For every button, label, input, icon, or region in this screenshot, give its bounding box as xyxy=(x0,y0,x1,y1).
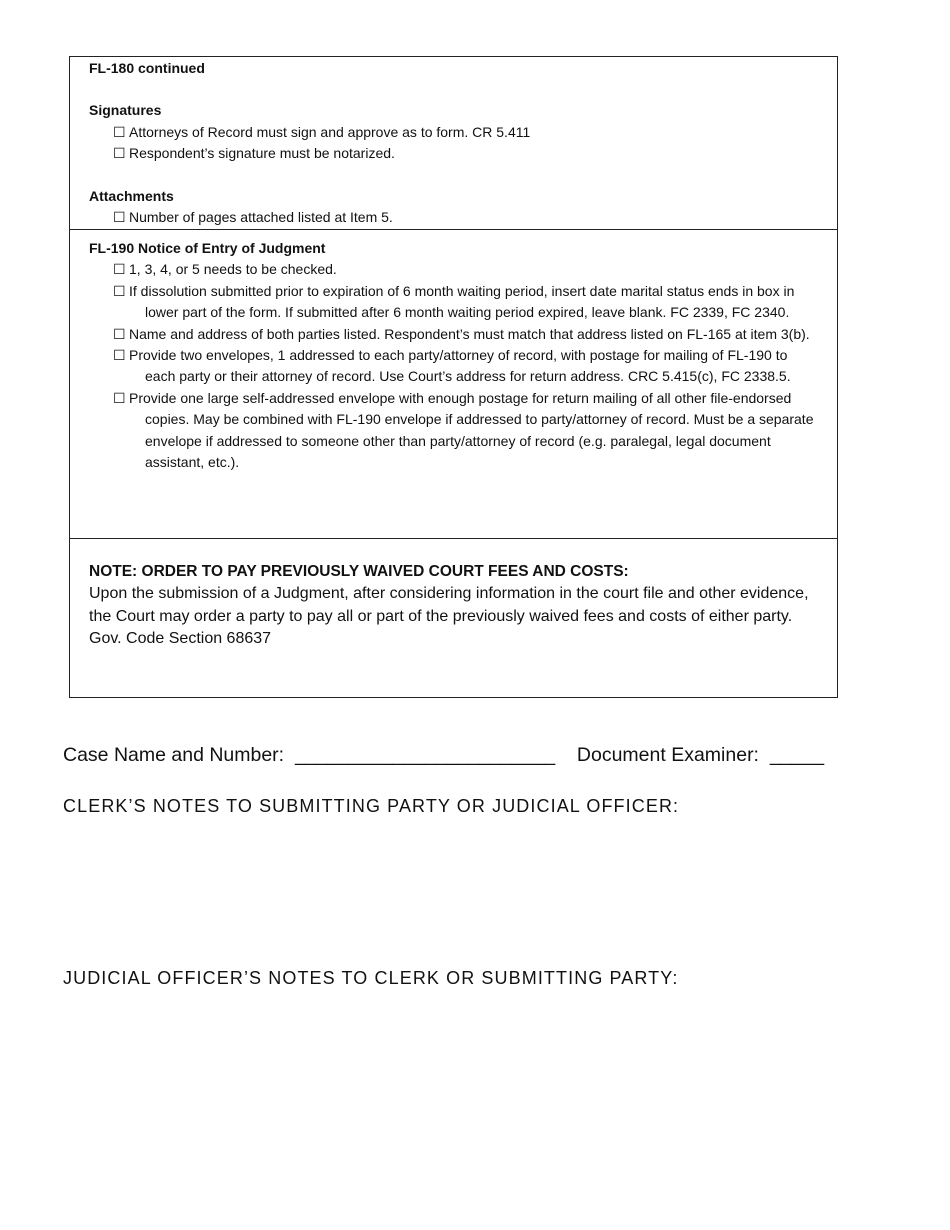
fl180-heading: FL-180 continued xyxy=(89,60,205,76)
case-name-label: Case Name and Number: xyxy=(63,744,285,766)
note-section xyxy=(70,538,837,698)
attachments-heading: Attachments xyxy=(89,187,174,204)
checklist-form-box xyxy=(69,56,838,698)
checkbox[interactable]: ☐ xyxy=(113,389,126,406)
checklist-item-text: Provide one large self-addressed envelope with enough postage for return mailing of all other file-endorsed copies. May be combined with FL-190 envelope if addressed to party/attorney of record. Must be a separate envelope if addressed to someone other than party/attorney of record (e.g. paralegal, legal document assistant, etc.). xyxy=(129,389,814,471)
judicial-notes-heading: JUDICIAL OFFICER’S NOTES TO CLERK OR SUBMITTING PARTY: xyxy=(63,968,679,988)
case-name-field[interactable]: ________________________ xyxy=(294,744,556,766)
fl190-section xyxy=(70,229,837,538)
document-examiner-field[interactable]: _____ xyxy=(769,744,825,766)
checklist-item-text: Provide two envelopes, 1 addressed to each party/attorney of record, with postage for mailing of FL-190 to each party or their attorney of record. Use Court’s address for return address. CRC 5.415(c), FC 2338.5. xyxy=(129,347,791,385)
checklist-item-text: Respondent’s signature must be notarized. xyxy=(129,145,395,162)
document-examiner-label: Document Examiner: xyxy=(576,744,759,766)
fl190-heading: FL-190 Notice of Entry of Judgment xyxy=(89,240,326,256)
checklist-item xyxy=(89,388,818,474)
checklist-item-text: Attorneys of Record must sign and approve as to form. CR 5.411 xyxy=(129,123,531,140)
checkbox[interactable]: ☐ xyxy=(113,347,126,364)
checkbox[interactable]: ☐ xyxy=(113,145,126,162)
checklist-item xyxy=(89,207,818,228)
checkbox[interactable]: ☐ xyxy=(113,209,126,226)
checkbox[interactable]: ☐ xyxy=(113,261,126,278)
note-heading: NOTE: ORDER TO PAY PREVIOUSLY WAIVED COURT FEES AND COSTS: xyxy=(89,563,629,580)
checklist-item xyxy=(89,345,818,388)
checklist-item xyxy=(89,281,818,324)
checklist-item-text: If dissolution submitted prior to expiration of 6 month waiting period, insert date marital status ends in box in lower part of the form. If submitted after 6 month waiting period expired, leave blank. FC 2339, FC 2340. xyxy=(129,282,795,321)
checkbox[interactable]: ☐ xyxy=(113,325,126,342)
checklist-item-text: 1, 3, 4, or 5 needs to be checked. xyxy=(129,261,337,278)
checklist-item xyxy=(89,143,818,164)
checklist-item-text: Number of pages attached listed at Item 5. xyxy=(129,209,393,226)
checklist-item-text: Name and address of both parties listed. Respondent’s must match that address listed on FL-165 at item 3(b). xyxy=(129,325,810,342)
checklist-item xyxy=(89,324,818,345)
note-body: Upon the submission of a Judgment, after considering information in the court file and other evidence, the Court may order a party to pay all or part of the previously waived fees and costs of either party. Gov. Code Section 68637 xyxy=(89,585,809,647)
clerk-notes-heading: CLERK’S NOTES TO SUBMITTING PARTY OR JUDICIAL OFFICER: xyxy=(63,796,680,816)
checkbox[interactable]: ☐ xyxy=(113,282,126,299)
signatures-heading: Signatures xyxy=(89,102,162,119)
checklist-item xyxy=(89,122,818,143)
case-line xyxy=(63,744,824,767)
fl180-section xyxy=(70,57,837,229)
checkbox[interactable]: ☐ xyxy=(113,123,126,140)
checklist-item xyxy=(89,259,818,280)
